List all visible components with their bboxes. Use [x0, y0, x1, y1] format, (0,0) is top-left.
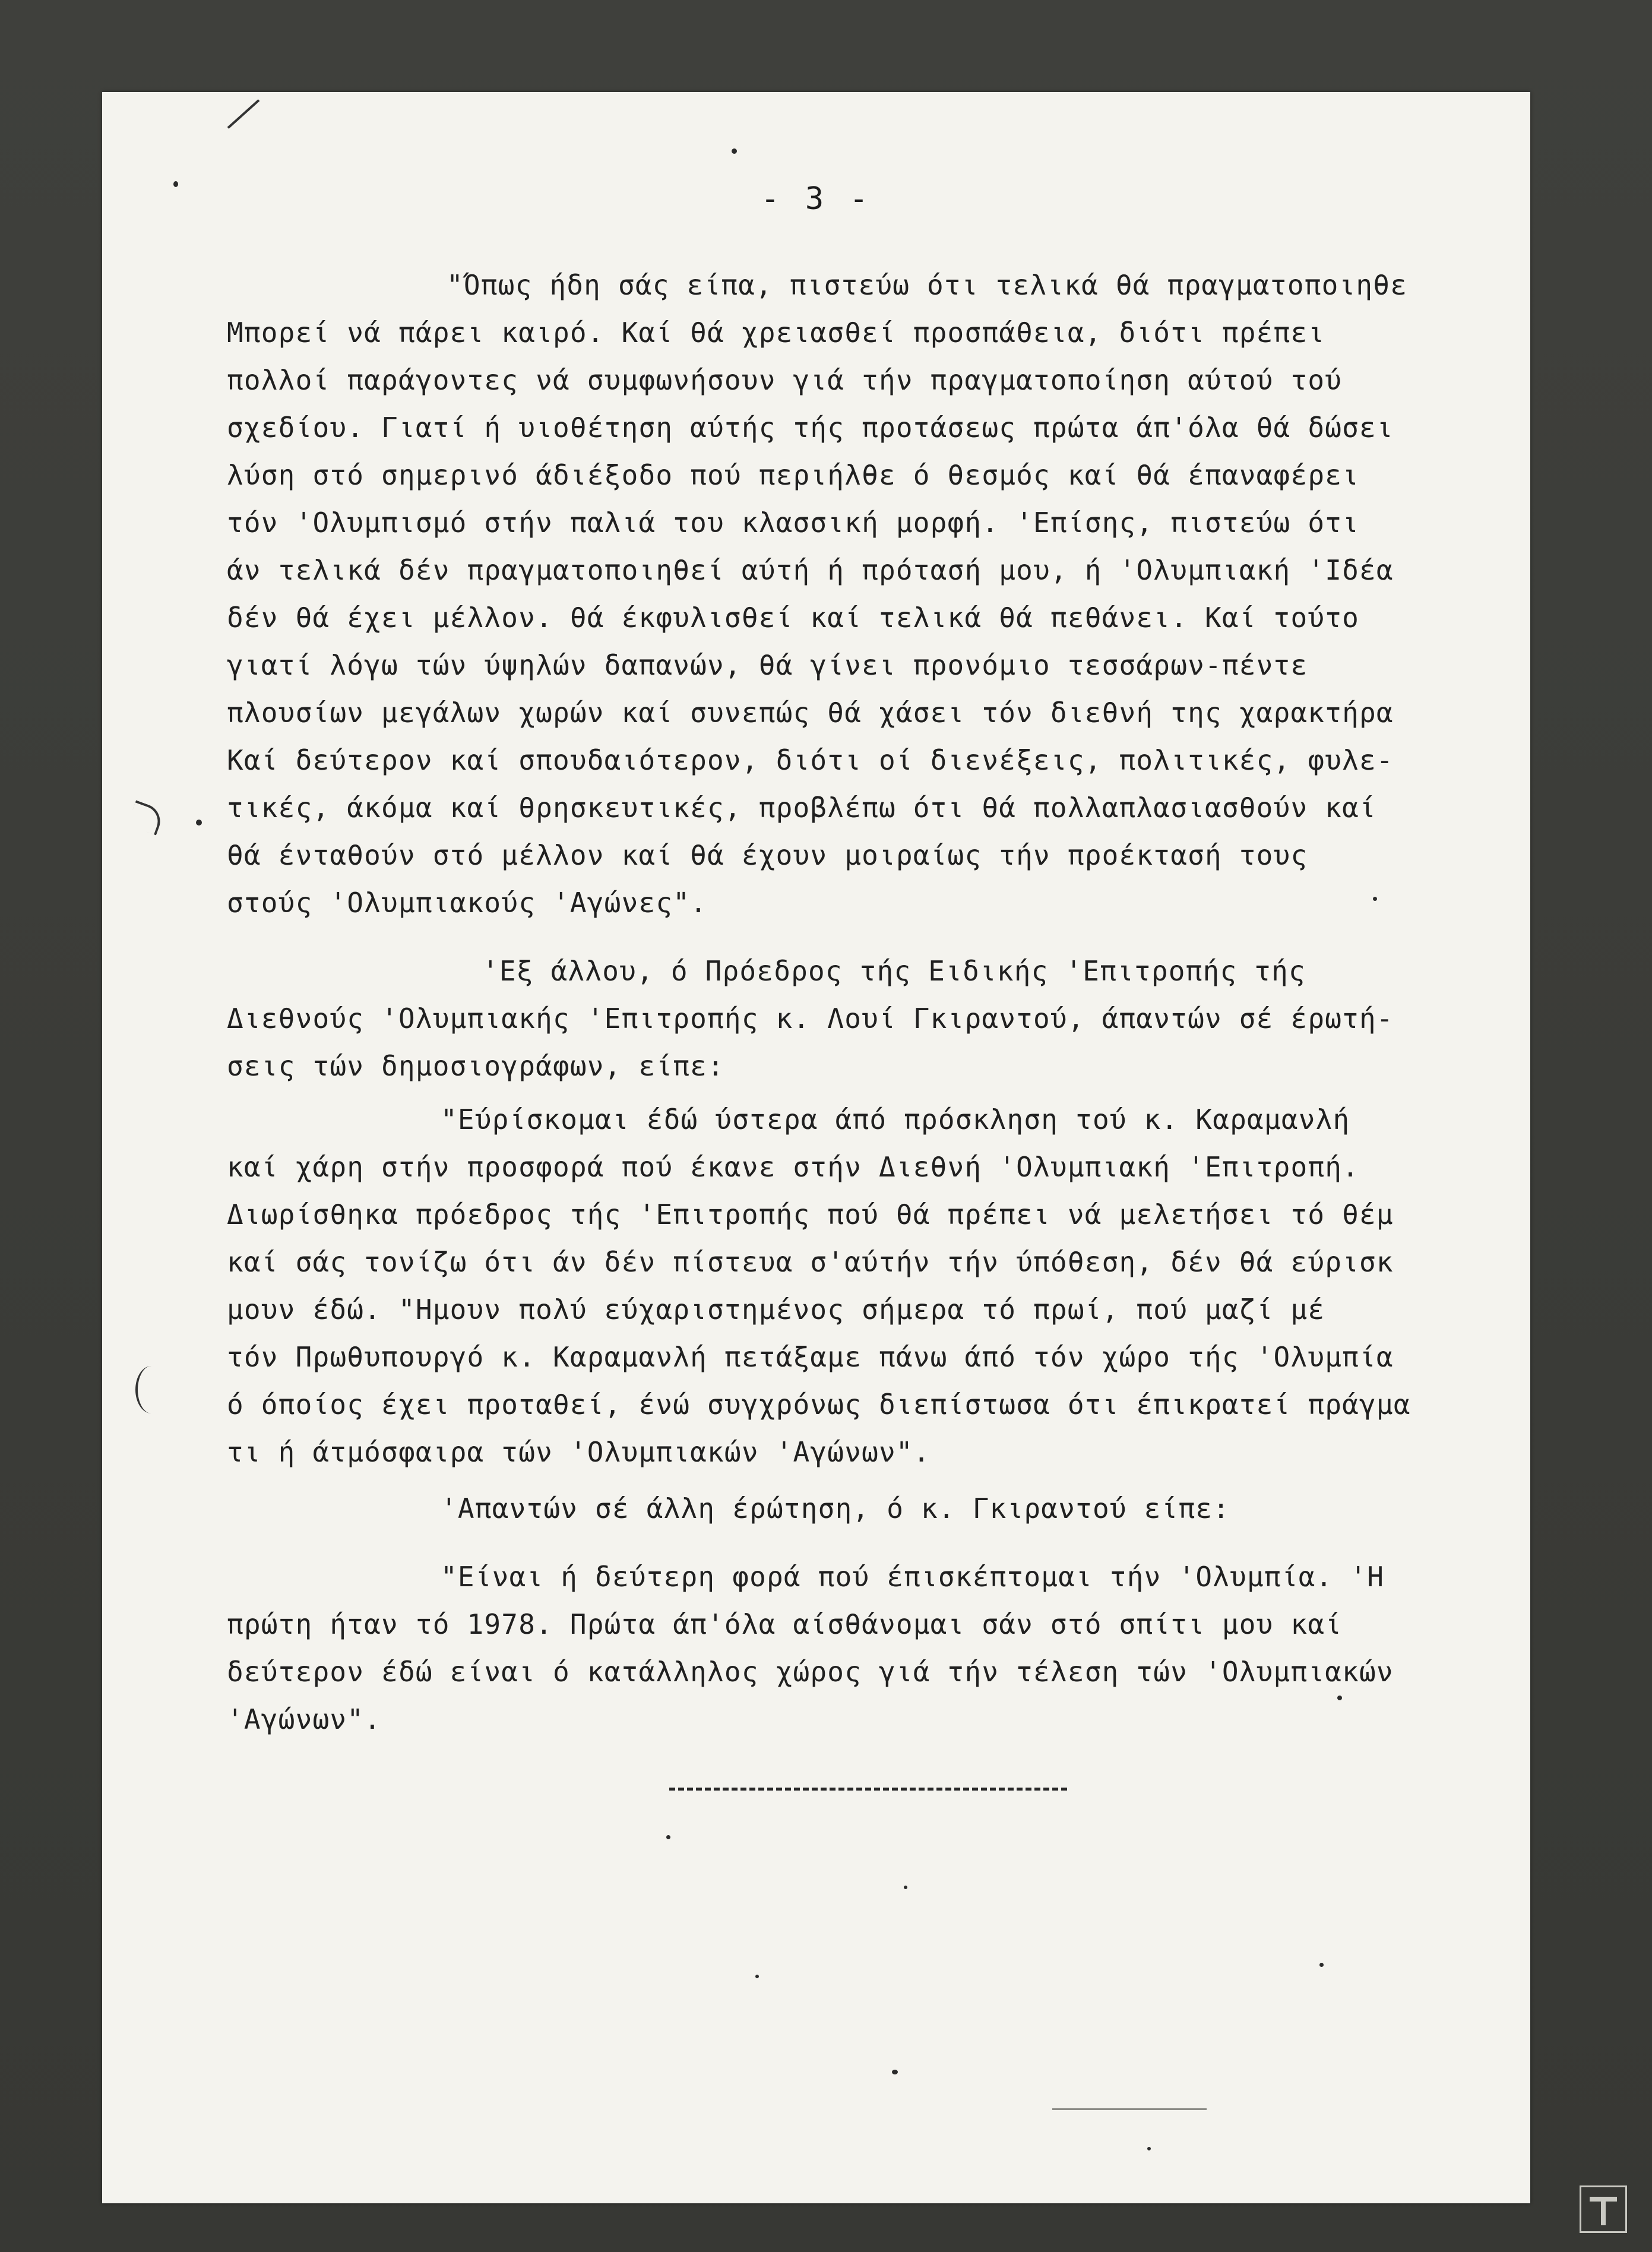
text-line: πολλοί παράγοντες νά συμφωνήσουν γιά τήν πραγματοποίηση αύτού τού [227, 364, 1343, 396]
text-line: 'Εξ άλλου, ό Πρόεδρος τής Ειδικής 'Επιτροπής τής [482, 955, 1306, 987]
dust-speck [1337, 1696, 1342, 1700]
text-line: άν τελικά δέν πραγματοποιηθεί αύτή ή πρότασή μου, ή 'Ολυμπιακή 'Ιδέα [227, 554, 1394, 586]
text-line: λύση στό σημερινό άδιέξοδο πού περιήλθε ό θεσμός καί θά έπαναφέρει [227, 459, 1360, 491]
dust-speck [1147, 2147, 1151, 2150]
text-line: Μπορεί νά πάρει καιρό. Καί θά χρειασθεί προσπάθεια, διότι πρέπει [227, 317, 1325, 349]
text-line: σεις τών δημοσιογράφων, είπε: [227, 1050, 724, 1082]
text-line: θά ένταθούν στό μέλλον καί θά έχουν μοιραίως τήν προέκτασή τους [227, 839, 1308, 871]
page-number: - 3 - [761, 181, 872, 217]
text-line: "Εύρίσκομαι έδώ ύστερα άπό πρόσκληση τού κ. Καραμανλή [441, 1103, 1350, 1136]
text-line: γιατί λόγω τών ύψηλών δαπανών, θά γίνει προνόμιο τεσσάρων-πέντε [227, 649, 1308, 681]
text-line: καί σάς τονίζω ότι άν δέν πίστευα σ'αύτήν τήν ύπόθεση, δέν θά εύρισκ [227, 1246, 1394, 1278]
text-line: Διεθνούς 'Ολυμπιακής 'Επιτροπής κ. Λουί Γκιραντού, άπαντών σέ έρωτή- [227, 1002, 1394, 1035]
text-line: 'Αγώνων". [227, 1703, 382, 1735]
text-line: τόν 'Ολυμπισμό στήν παλιά του κλασσική μορφή. 'Επίσης, πιστεύω ότι [227, 507, 1360, 539]
dust-speck [666, 1835, 670, 1839]
text-line: καί χάρη στήν προσφορά πού έκανε στήν Διεθνή 'Ολυμπιακή 'Επιτροπή. [227, 1151, 1360, 1183]
text-line: τόν Πρωθυπουργό κ. Καραμανλή πετάξαμε πάνω άπό τόν χώρο τής 'Ολυμπία [227, 1341, 1394, 1373]
text-line: τι ή άτμόσφαιρα τών 'Ολυμπιακών 'Αγώνων". [227, 1436, 931, 1468]
text-line: στούς 'Ολυμπιακούς 'Αγώνες". [227, 887, 708, 919]
text-line: πλουσίων μεγάλων χωρών καί συνεπώς θά χάσει τόν διεθνή της χαρακτήρα [227, 697, 1394, 729]
dust-speck [904, 1886, 907, 1889]
document-page [102, 92, 1530, 2203]
dust-speck [173, 181, 178, 187]
text-line: μουν έδώ. "Ημουν πολύ εύχαριστημένος σήμερα τό πρωί, πού μαζί μέ [227, 1293, 1325, 1326]
margin-mark [135, 1366, 167, 1413]
dust-speck [892, 2070, 898, 2074]
dust-speck [1052, 2108, 1207, 2110]
text-line: πρώτη ήταν τό 1978. Πρώτα άπ'όλα αίσθάνομαι σάν στό σπίτι μου καί [227, 1608, 1343, 1640]
end-separator [669, 1788, 1067, 1791]
text-line: σχεδίου. Γιατί ή υιοθέτηση αύτής τής προτάσεως πρώτα άπ'όλα θά δώσει [227, 412, 1394, 444]
text-line: Διωρίσθηκα πρόεδρος τής 'Επιτροπής πού θά πρέπει νά μελετήσει τό θέμ [227, 1198, 1394, 1231]
dust-speck [1373, 897, 1377, 901]
text-line: "Είναι ή δεύτερη φορά πού έπισκέπτομαι τήν 'Ολυμπία. 'Η [441, 1561, 1385, 1593]
text-line: δεύτερον έδώ είναι ό κατάλληλος χώρος γιά τήν τέλεση τών 'Ολυμπιακών [227, 1656, 1394, 1688]
text-line: 'Απαντών σέ άλλη έρώτηση, ό κ. Γκιραντού είπε: [441, 1492, 1230, 1524]
paragraph-4 [227, 1485, 1498, 1532]
dust-speck [732, 148, 737, 154]
text-line: τικές, άκόμα καί θρησκευτικές, προβλέπω ότι θά πολλαπλασιασθούν καί [227, 792, 1376, 824]
text-line: "Όπως ήδη σάς είπα, πιστεύω ότι τελικά θά πραγματοποιηθε [447, 269, 1408, 301]
text-line: Καί δεύτερον καί σπουδαιότερον, διότι οί διενέξεις, πολιτικές, φυλε- [227, 744, 1394, 776]
dust-speck [196, 820, 202, 825]
dust-speck [755, 1975, 759, 1978]
text-line: δέν θά έχει μέλλον. θά έκφυλισθεί καί τελικά θά πεθάνει. Καί τούτο [227, 602, 1360, 634]
archive-logo-icon [1580, 2185, 1627, 2233]
paragraph-5 [227, 1553, 1498, 1743]
paragraph-2 [227, 947, 1498, 1090]
paragraph-1 [227, 261, 1498, 926]
dust-speck [1319, 1963, 1324, 1967]
text-line: ό όποίος έχει προταθεί, ένώ συγχρόνως διεπίστωσα ότι έπικρατεί πράγμα [227, 1388, 1411, 1421]
paragraph-3 [227, 1096, 1498, 1476]
